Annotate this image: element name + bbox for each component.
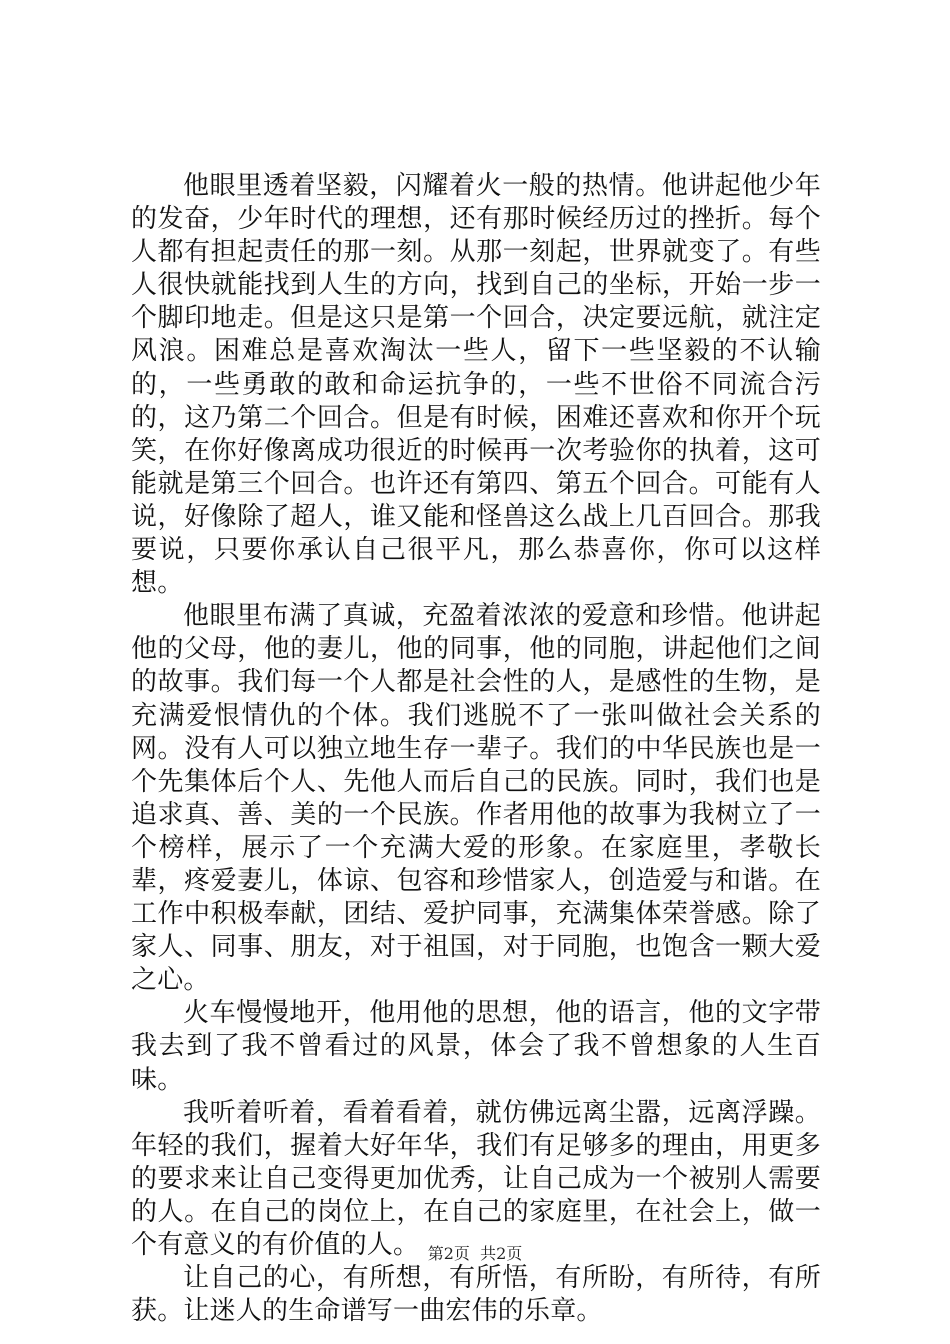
paragraph: 火车慢慢地开，他用他的思想，他的语言，他的文字带我去到了我不曾看过的风景，体会了我不曾想象的人生百味。 <box>131 998 821 1095</box>
page-number-label: 第2页 共2页 <box>427 1244 523 1263</box>
paragraph: 让自己的心，有所想，有所悟，有所盼，有所待，有所获。让迷人的生命谱写一曲宏伟的乐章。 <box>131 1263 821 1327</box>
page-footer <box>0 1244 950 1264</box>
body-text <box>131 170 821 1328</box>
paragraph: 他眼里布满了真诚，充盈着浓浓的爱意和珍惜。他讲起他的父母，他的妻儿，他的同事，他的同胞，讲起他们之间的故事。我们每一个人都是社会性的人，是感性的生物，是充满爱恨情仇的个体。我们逃脱不了一张叫做社会关系的网。没有人可以独立地生存一辈子。我们的中华民族也是一个先集体后个人、先他人而后自己的民族。同时，我们也是追求真、善、美的一个民族。作者用他的故事为我树立了一个榜样，展示了一个充满大爱的形象。在家庭里，孝敬长辈，疼爱妻儿，体谅、包容和珍惜家人，创造爱与和谐。在工作中积极奉献，团结、爱护同事，充满集体荣誉感。除了家人、同事、朋友，对于祖国，对于同胞，也饱含一颗大爱之心。 <box>131 601 821 996</box>
paragraph: 我听着听着，看着看着，就仿佛远离尘嚣，远离浮躁。年轻的我们，握着大好年华，我们有足够多的理由，用更多的要求来让自己变得更加优秀，让自己成为一个被别人需要的人。在自己的岗位上，在自己的家庭里，在社会上，做一个有意义的有价值的人。 <box>131 1097 821 1260</box>
paragraph: 他眼里透着坚毅，闪耀着火一般的热情。他讲起他少年的发奋，少年时代的理想，还有那时候经历过的挫折。每个人都有担起责任的那一刻。从那一刻起，世界就变了。有些人很快就能找到人生的方向，找到自己的坐标，开始一步一个脚印地走。但是这只是第一个回合，决定要远航，就注定风浪。困难总是喜欢淘汰一些人，留下一些坚毅的不认输的，一些勇敢的敢和命运抗争的，一些不世俗不同流合污的，这乃第二个回合。但是有时候，困难还喜欢和你开个玩笑，在你好像离成功很近的时候再一次考验你的执着，这可能就是第三个回合。也许还有第四、第五个回合。可能有人说，好像除了超人，谁又能和怪兽这么战上几百回合。那我要说，只要你承认自己很平凡，那么恭喜你，你可以这样想。 <box>131 171 821 599</box>
